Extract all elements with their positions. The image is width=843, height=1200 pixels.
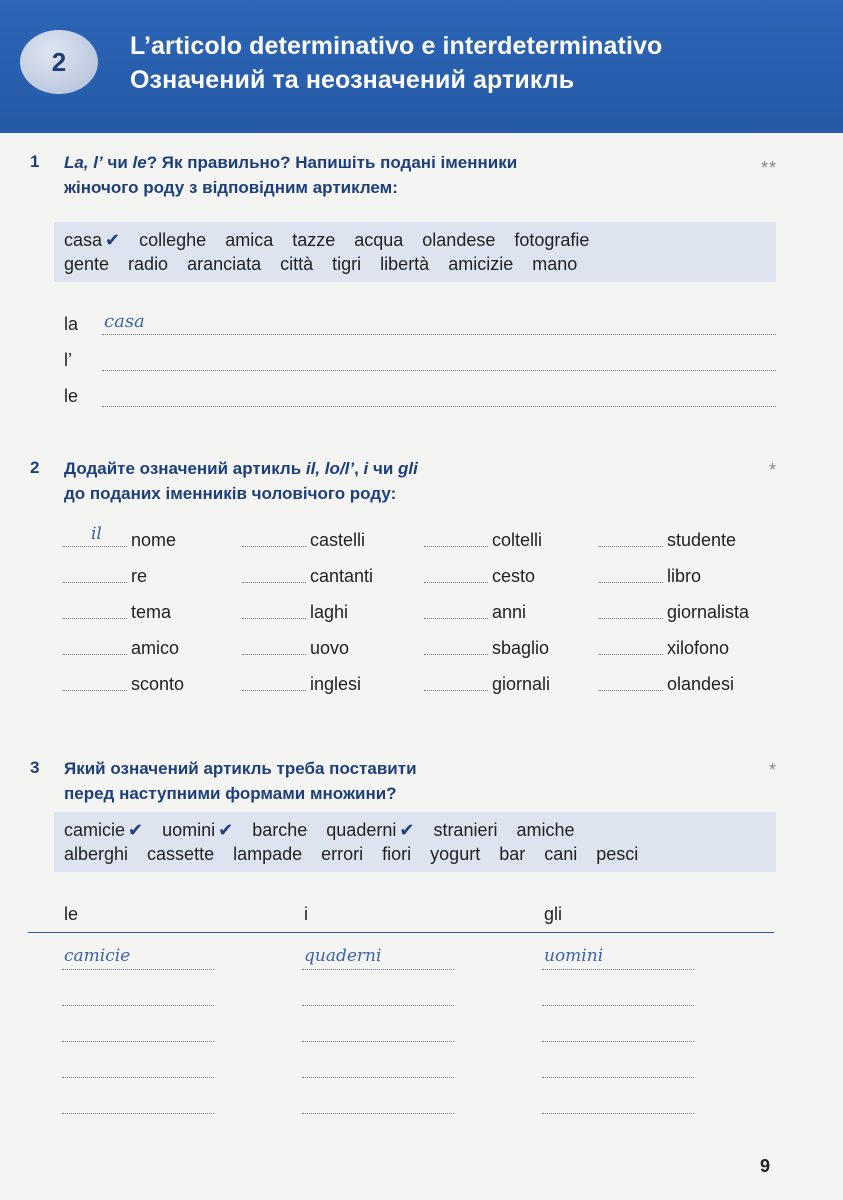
- article-blank[interactable]: [424, 654, 488, 655]
- article-blank[interactable]: [242, 618, 306, 619]
- column-header-rule: [28, 932, 774, 933]
- exercise-2-title-line1: Додайте означений артикль il, lo/l’, i чи gli: [64, 459, 418, 478]
- word-bank-item: stranieri: [433, 820, 498, 840]
- word-bank-item: amicizie: [448, 254, 514, 274]
- exercise-2-number: 2: [30, 458, 40, 477]
- answer-line[interactable]: [302, 946, 454, 970]
- noun-label: amico: [131, 638, 180, 658]
- noun-label: olandesi: [667, 674, 735, 694]
- column-header-le: le: [64, 904, 79, 924]
- article-blank[interactable]: [599, 654, 663, 655]
- answer-line[interactable]: [542, 946, 694, 970]
- noun-label: re: [131, 566, 148, 586]
- exercise-2-title: [64, 456, 418, 506]
- article-blank[interactable]: [599, 690, 663, 691]
- word-bank-item: acqua: [354, 230, 404, 250]
- answer-line[interactable]: [542, 1018, 694, 1042]
- fill-blank-item: [424, 674, 594, 696]
- word-bank-item: fotografie: [514, 230, 590, 250]
- answer-line[interactable]: [302, 982, 454, 1006]
- exercise-3-word-bank: [54, 812, 776, 872]
- word-bank-item: barche: [252, 820, 308, 840]
- word-bank-item: colleghe: [139, 230, 207, 250]
- exercise-3-title-line1: Який означений артикль треба поставити: [64, 759, 417, 778]
- article-blank[interactable]: [424, 618, 488, 619]
- dotted-line: [102, 334, 776, 335]
- fill-blank-item: [63, 524, 233, 552]
- exercise-1-number: 1: [30, 152, 40, 171]
- word-bank-row: [64, 252, 766, 276]
- fill-blank-item: [424, 602, 594, 624]
- article-blank[interactable]: [242, 546, 306, 547]
- answer-line-la[interactable]: [64, 311, 776, 338]
- answer-line[interactable]: [62, 1018, 214, 1042]
- word-bank-item: pesci: [596, 844, 639, 864]
- noun-label: sbaglio: [492, 638, 550, 658]
- exercise-3-number: 3: [30, 758, 40, 777]
- dotted-line: [102, 370, 776, 371]
- word-bank-row: [64, 842, 766, 866]
- exercise-2-difficulty-stars: *: [768, 460, 777, 480]
- article-label: le: [64, 386, 79, 406]
- noun-label: studente: [667, 530, 737, 550]
- noun-label: tema: [131, 602, 172, 622]
- answer-line[interactable]: [302, 1054, 454, 1078]
- exercise-3-difficulty-stars: *: [768, 760, 777, 780]
- fill-blank-item: [242, 674, 412, 696]
- noun-label: cesto: [492, 566, 536, 586]
- article-blank[interactable]: [63, 618, 127, 619]
- word-bank-item: quaderni ✔: [326, 820, 415, 840]
- answer-line[interactable]: [542, 982, 694, 1006]
- fill-blank-item: [242, 638, 412, 660]
- word-bank-item: aranciata: [187, 254, 262, 274]
- article-blank[interactable]: [599, 618, 663, 619]
- article-blank[interactable]: [63, 546, 127, 547]
- article-blank[interactable]: [599, 582, 663, 583]
- exercise-1-difficulty-stars: **: [760, 158, 777, 178]
- handwritten-answer: quaderni: [304, 946, 382, 966]
- word-bank-item: cani: [544, 844, 578, 864]
- answer-line-le[interactable]: [64, 386, 776, 410]
- article-blank[interactable]: [242, 582, 306, 583]
- handwritten-answer: uomini: [544, 946, 604, 966]
- exercise-3-title: [64, 756, 417, 806]
- chapter-number-badge: 2: [20, 30, 98, 94]
- chapter-title-italian: L’articolo determinativo e interdeterminativo: [130, 32, 663, 60]
- checkmark-icon: ✔: [105, 230, 121, 250]
- noun-label: anni: [492, 602, 527, 622]
- exercise-2-title-line2: до поданих іменників чоловічого роду:: [64, 484, 397, 503]
- noun-label: coltelli: [492, 530, 543, 550]
- word-bank-item: libertà: [380, 254, 430, 274]
- exercise-3-title-line2: перед наступними формами множини?: [64, 784, 397, 803]
- exercise-1-title-line1: La, l’ чи le? Як правильно? Напишіть подані іменники: [64, 153, 518, 172]
- article-blank[interactable]: [424, 690, 488, 691]
- word-bank-item: yogurt: [430, 844, 481, 864]
- noun-label: uovo: [310, 638, 350, 658]
- word-bank-item: tigri: [332, 254, 362, 274]
- word-bank-item: amiche: [516, 820, 575, 840]
- answer-line[interactable]: [542, 1054, 694, 1078]
- article-blank[interactable]: [424, 582, 488, 583]
- word-bank-item: fiori: [382, 844, 412, 864]
- checkmark-icon: ✔: [128, 820, 144, 840]
- fill-blank-item: [242, 566, 412, 588]
- answer-line[interactable]: [62, 946, 214, 970]
- handwritten-answer: camicie: [64, 946, 131, 966]
- word-bank-item: gente: [64, 254, 110, 274]
- answer-line[interactable]: [302, 1018, 454, 1042]
- chapter-header: [0, 0, 843, 133]
- word-bank-row: [64, 228, 766, 252]
- noun-label: giornali: [492, 674, 551, 694]
- article-blank[interactable]: [242, 690, 306, 691]
- checkmark-icon: ✔: [399, 820, 415, 840]
- article-label: la: [64, 314, 79, 334]
- article-blank[interactable]: [424, 546, 488, 547]
- article-blank[interactable]: [242, 654, 306, 655]
- article-blank[interactable]: [63, 690, 127, 691]
- word-bank-item: errori: [321, 844, 364, 864]
- word-bank-row: [64, 818, 766, 842]
- page-number: 9: [760, 1156, 771, 1176]
- noun-label: nome: [131, 530, 177, 550]
- answer-line[interactable]: [62, 982, 214, 1006]
- fill-blank-item: [424, 530, 594, 552]
- word-bank-item: olandese: [422, 230, 496, 250]
- column-header-gli: gli: [544, 904, 563, 924]
- fill-blank-item: [599, 674, 769, 696]
- noun-label: libro: [667, 566, 702, 586]
- exercise-1-title-line2: жіночого роду з відповідним артиклем:: [64, 178, 398, 197]
- fill-blank-item: [599, 602, 769, 624]
- checkmark-icon: ✔: [218, 820, 234, 840]
- article-label: l’: [64, 350, 72, 370]
- answer-line-l[interactable]: [64, 350, 776, 374]
- word-bank-item: cassette: [147, 844, 215, 864]
- noun-label: sconto: [131, 674, 185, 694]
- fill-blank-item: [63, 674, 233, 696]
- word-bank-item: amica: [225, 230, 274, 250]
- column-header-i: i: [304, 904, 308, 924]
- article-blank[interactable]: [599, 546, 663, 547]
- fill-blank-item: [599, 566, 769, 588]
- handwritten-answer: casa: [104, 311, 145, 332]
- fill-blank-item: [242, 602, 412, 624]
- fill-blank-item: [63, 566, 233, 588]
- answer-line[interactable]: [62, 1054, 214, 1078]
- word-bank-item: uomini ✔: [162, 820, 234, 840]
- fill-blank-item: [242, 530, 412, 552]
- fill-blank-item: [63, 602, 233, 624]
- word-bank-item: alberghi: [64, 844, 129, 864]
- noun-label: castelli: [310, 530, 366, 550]
- word-bank-item: casa ✔: [64, 230, 121, 250]
- noun-label: xilofono: [667, 638, 730, 658]
- word-bank-item: tazze: [292, 230, 336, 250]
- answer-line[interactable]: [62, 1090, 214, 1114]
- noun-label: laghi: [310, 602, 349, 622]
- article-blank[interactable]: [63, 582, 127, 583]
- noun-label: cantanti: [310, 566, 374, 586]
- exercise-1-word-bank: [54, 222, 776, 282]
- word-bank-item: radio: [128, 254, 169, 274]
- dotted-line: [102, 406, 776, 407]
- answer-line[interactable]: [302, 1090, 454, 1114]
- word-bank-item: bar: [499, 844, 526, 864]
- chapter-title-ukrainian: Означений та неозначений артикль: [130, 66, 575, 94]
- word-bank-item: camicie ✔: [64, 820, 144, 840]
- word-bank-item: lampade: [233, 844, 303, 864]
- word-bank-item: mano: [532, 254, 578, 274]
- noun-label: giornalista: [667, 602, 750, 622]
- fill-blank-item: [599, 638, 769, 660]
- fill-blank-item: [424, 566, 594, 588]
- fill-blank-item: [63, 638, 233, 660]
- fill-blank-item: [599, 530, 769, 552]
- fill-blank-item: [424, 638, 594, 660]
- exercise-1-title: [64, 150, 517, 200]
- word-bank-item: città: [280, 254, 314, 274]
- noun-label: inglesi: [310, 674, 362, 694]
- article-blank[interactable]: [63, 654, 127, 655]
- answer-line[interactable]: [542, 1090, 694, 1114]
- handwritten-answer: il: [91, 524, 102, 544]
